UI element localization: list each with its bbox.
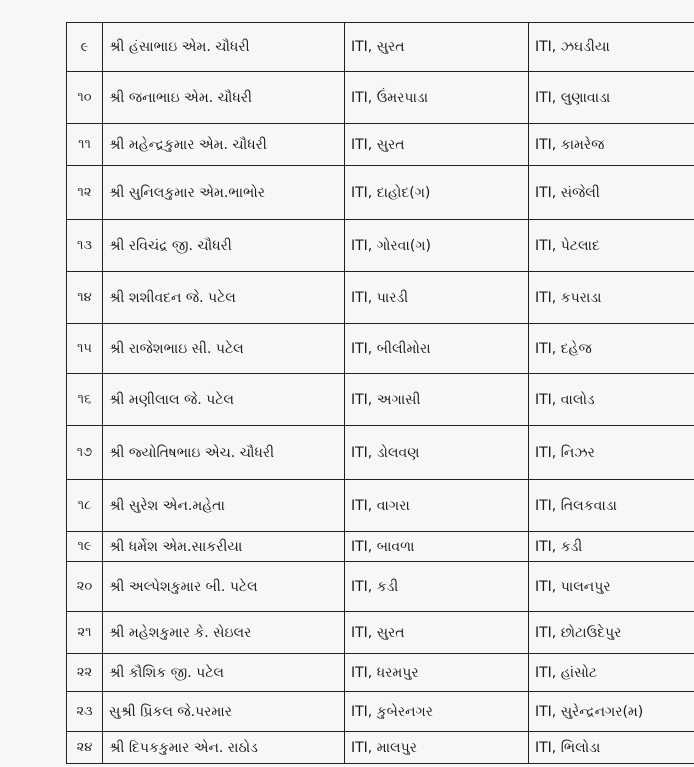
new-posting: ITI, દહેજ (529, 324, 694, 374)
serial-number: ૨૧ (67, 612, 103, 654)
current-posting: ITI, સુરત (345, 124, 529, 166)
serial-number: ૧૨ (67, 166, 103, 220)
serial-number: ૧૫ (67, 324, 103, 374)
current-posting: ITI, ડોલવણ (345, 426, 529, 480)
new-posting: ITI, વાલોડ (529, 374, 694, 426)
new-posting: ITI, સંજેલી (529, 166, 694, 220)
employee-name: શ્રી ધર્મેશ એમ.સાકરીયા (103, 532, 345, 562)
employee-name: શ્રી જનાભાઇ એમ. ચૌધરી (103, 72, 345, 124)
serial-number: ૧૪ (67, 272, 103, 324)
employee-name: સુશ્રી પ્રિંકલ જે.પરમાર (103, 692, 345, 732)
serial-number: ૧૭ (67, 426, 103, 480)
current-posting: ITI, ધરમપુર (345, 654, 529, 692)
new-posting: ITI, પાલનપુર (529, 562, 694, 612)
serial-number: ૧૯ (67, 532, 103, 562)
employee-name: શ્રી કૌશિક જી. પટેલ (103, 654, 345, 692)
new-posting: ITI, કામરેજ (529, 124, 694, 166)
serial-number: ૧૦ (67, 72, 103, 124)
serial-number: ૨૩ (67, 692, 103, 732)
current-posting: ITI, ગોરવા(ગ) (345, 220, 529, 272)
serial-number: ૯ (67, 23, 103, 72)
current-posting: ITI, વાગરા (345, 480, 529, 532)
table-row (67, 732, 694, 764)
current-posting: ITI, બાવળા (345, 532, 529, 562)
table-row (67, 124, 694, 166)
new-posting: ITI, લુણાવાડા (529, 72, 694, 124)
current-posting: ITI, સુરત (345, 612, 529, 654)
table-row (67, 654, 694, 692)
current-posting: ITI, કડી (345, 562, 529, 612)
employee-name: શ્રી જ્યોતિષભાઇ એચ. ચૌધરી (103, 426, 345, 480)
employee-name: શ્રી સુરેશ એન.મહેતા (103, 480, 345, 532)
employee-name: શ્રી મહેશકુમાર કે. સેઇલર (103, 612, 345, 654)
employee-name: શ્રી રવિચંદ્ર જી. ચૌધરી (103, 220, 345, 272)
employee-name: શ્રી હંસાભાઇ એમ. ચૌધરી (103, 23, 345, 72)
serial-number: ૧૬ (67, 374, 103, 426)
employee-name: શ્રી સુનિલકુમાર એમ.ભાભોર (103, 166, 345, 220)
table-row (67, 692, 694, 732)
table-row (67, 480, 694, 532)
table-row (67, 612, 694, 654)
employee-name: શ્રી અલ્પેશકુમાર બી. પટેલ (103, 562, 345, 612)
new-posting: ITI, ઝઘડીયા (529, 23, 694, 72)
new-posting: ITI, સુરેન્દ્રનગર(મ) (529, 692, 694, 732)
serial-number: ૨૦ (67, 562, 103, 612)
serial-number: ૨૨ (67, 654, 103, 692)
table-row (67, 72, 694, 124)
table-row (67, 532, 694, 562)
table-row (67, 562, 694, 612)
new-posting: ITI, તિલકવાડા (529, 480, 694, 532)
serial-number: ૧૩ (67, 220, 103, 272)
new-posting: ITI, હાંસોટ (529, 654, 694, 692)
table-row (67, 272, 694, 324)
current-posting: ITI, બીલીમોરા (345, 324, 529, 374)
current-posting: ITI, માલપુર (345, 732, 529, 764)
table-row (67, 23, 694, 72)
new-posting: ITI, પેટલાદ (529, 220, 694, 272)
table-row (67, 324, 694, 374)
employee-name: શ્રી શશીવદન જે. પટેલ (103, 272, 345, 324)
employee-name: શ્રી મણીલાલ જે. પટેલ (103, 374, 345, 426)
serial-number: ૧૧ (67, 124, 103, 166)
current-posting: ITI, અગાસી (345, 374, 529, 426)
transfer-table (66, 22, 694, 764)
current-posting: ITI, ઉંમરપાડા (345, 72, 529, 124)
new-posting: ITI, કપરાડા (529, 272, 694, 324)
current-posting: ITI, સુરત (345, 23, 529, 72)
new-posting: ITI, કડી (529, 532, 694, 562)
current-posting: ITI, કુબેરનગર (345, 692, 529, 732)
new-posting: ITI, નિઝર (529, 426, 694, 480)
serial-number: ૨૪ (67, 732, 103, 764)
table-row (67, 220, 694, 272)
new-posting: ITI, છોટાઉદેપુર (529, 612, 694, 654)
table-row (67, 426, 694, 480)
employee-name: શ્રી મહેન્દ્રકુમાર એમ. ચૌધરી (103, 124, 345, 166)
current-posting: ITI, પારડી (345, 272, 529, 324)
employee-name: શ્રી દિપકકુમાર એન. રાઠોડ (103, 732, 345, 764)
new-posting: ITI, ભિલોડા (529, 732, 694, 764)
employee-name: શ્રી રાજેશભાઇ સી. પટેલ (103, 324, 345, 374)
table-row (67, 166, 694, 220)
serial-number: ૧૮ (67, 480, 103, 532)
table-row (67, 374, 694, 426)
current-posting: ITI, દાહોદ(ગ) (345, 166, 529, 220)
